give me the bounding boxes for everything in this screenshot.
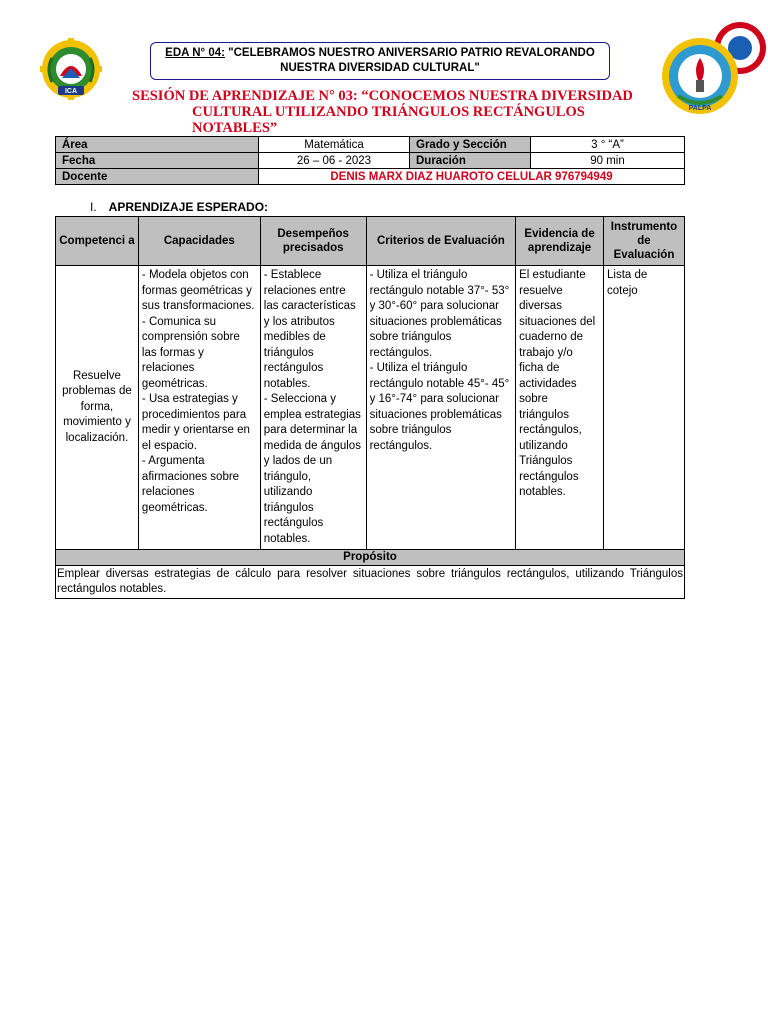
- eda-header-box: [150, 42, 610, 80]
- capacidades-cell: [138, 266, 260, 550]
- desempenos-cell: [260, 266, 366, 550]
- criterio-item: - Utiliza el triángulo rectángulo notable 45°- 45° y 16°-74° para solucionar situaciones problemáticas sobre triángulos rectángulos.: [369, 362, 510, 452]
- proposito-label: Propósito: [56, 550, 685, 566]
- criterios-cell: [366, 266, 516, 550]
- session-title: [132, 88, 672, 136]
- header-instrumento: Instrumento de Evaluación: [604, 217, 685, 266]
- eda-title-line2: NUESTRA DIVERSIDAD CULTURAL": [280, 62, 480, 74]
- docente-value: DENIS MARX DIAZ HUAROTO CELULAR 976794949: [259, 169, 685, 185]
- session-title-line1: SESIÓN DE APRENDIZAJE N° 03: “CONOCEMOS NUESTRA DIVERSIDAD: [132, 88, 633, 104]
- competencia-cell: Resuelve problemas de forma, movimiento y localización.: [56, 266, 139, 550]
- capacidad-item: - Modela objetos con formas geométricas y sus transformaciones.: [141, 269, 255, 312]
- duracion-value: 90 min: [531, 153, 685, 169]
- area-value: Matemática: [259, 137, 410, 153]
- header-desempenos: Desempeños precisados: [260, 217, 366, 266]
- capacidad-item: - Comunica su comprensión sobre las formas y relaciones geométricas.: [141, 315, 240, 390]
- logo-right-text: PALPA: [688, 105, 712, 112]
- school-logo-right-icon: [656, 18, 766, 118]
- docente-label: Docente: [56, 169, 259, 185]
- header-capacidades: Capacidades: [138, 217, 260, 266]
- eda-title-line1: "CELEBRAMOS NUESTRO ANIVERSARIO PATRIO REVALORANDO: [224, 47, 595, 59]
- instrumento-cell: Lista de cotejo: [604, 266, 685, 550]
- desempeno-item: - Establece relaciones entre las características y los atributos medibles de triángulos rectángulos notables.: [263, 269, 356, 390]
- desempeno-item: - Selecciona y emplea estrategias para determinar la medida de ángulos y lados de un triángulo, utilizando triángulos rectángulos notables.: [263, 393, 361, 545]
- fecha-label: Fecha: [56, 153, 259, 169]
- criterio-item: - Utiliza el triángulo rectángulo notable 37°- 53° y 30°-60° para solucionar situaciones problemáticas sobre triángulos rectángulos.: [369, 269, 510, 359]
- capacidad-item: - Usa estrategias y procedimientos para medir y orientarse en el espacio.: [141, 393, 250, 452]
- session-title-line2: CULTURAL UTILIZANDO TRIÁNGULOS RECTÁNGULOS NOTABLES”: [192, 104, 585, 136]
- grado-value: 3 ° “A”: [531, 137, 685, 153]
- logo-left-text: ICA: [64, 88, 78, 95]
- capacidad-item: - Argumenta afirmaciones sobre relaciones geométricas.: [141, 455, 240, 514]
- info-table: [55, 136, 685, 185]
- section-number: I.: [90, 200, 97, 214]
- header-criterios: Criterios de Evaluación: [366, 217, 516, 266]
- eda-label: EDA N° 04:: [165, 47, 225, 59]
- learning-table: [55, 216, 685, 599]
- area-label: Área: [56, 137, 259, 153]
- section-title: APRENDIZAJE ESPERADO:: [108, 200, 269, 214]
- header-competencia: Competenci a: [56, 217, 139, 266]
- grado-label: Grado y Sección: [410, 137, 531, 153]
- duracion-label: Duración: [410, 153, 531, 169]
- header-evidencia: Evidencia de aprendizaje: [516, 217, 604, 266]
- section-heading: [90, 200, 268, 214]
- fecha-value: 26 – 06 - 2023: [259, 153, 410, 169]
- evidencia-cell: El estudiante resuelve diversas situaciones del cuaderno de trabajo y/o ficha de actividades sobre triángulos rectángulos, utilizando Triángulos rectángulos notables.: [516, 266, 604, 550]
- school-logo-left-icon: [40, 38, 102, 100]
- proposito-text: Emplear diversas estrategias de cálculo para resolver situaciones sobre triángulos rectángulos, utilizando Triángulos rectángulos notables.: [56, 566, 685, 599]
